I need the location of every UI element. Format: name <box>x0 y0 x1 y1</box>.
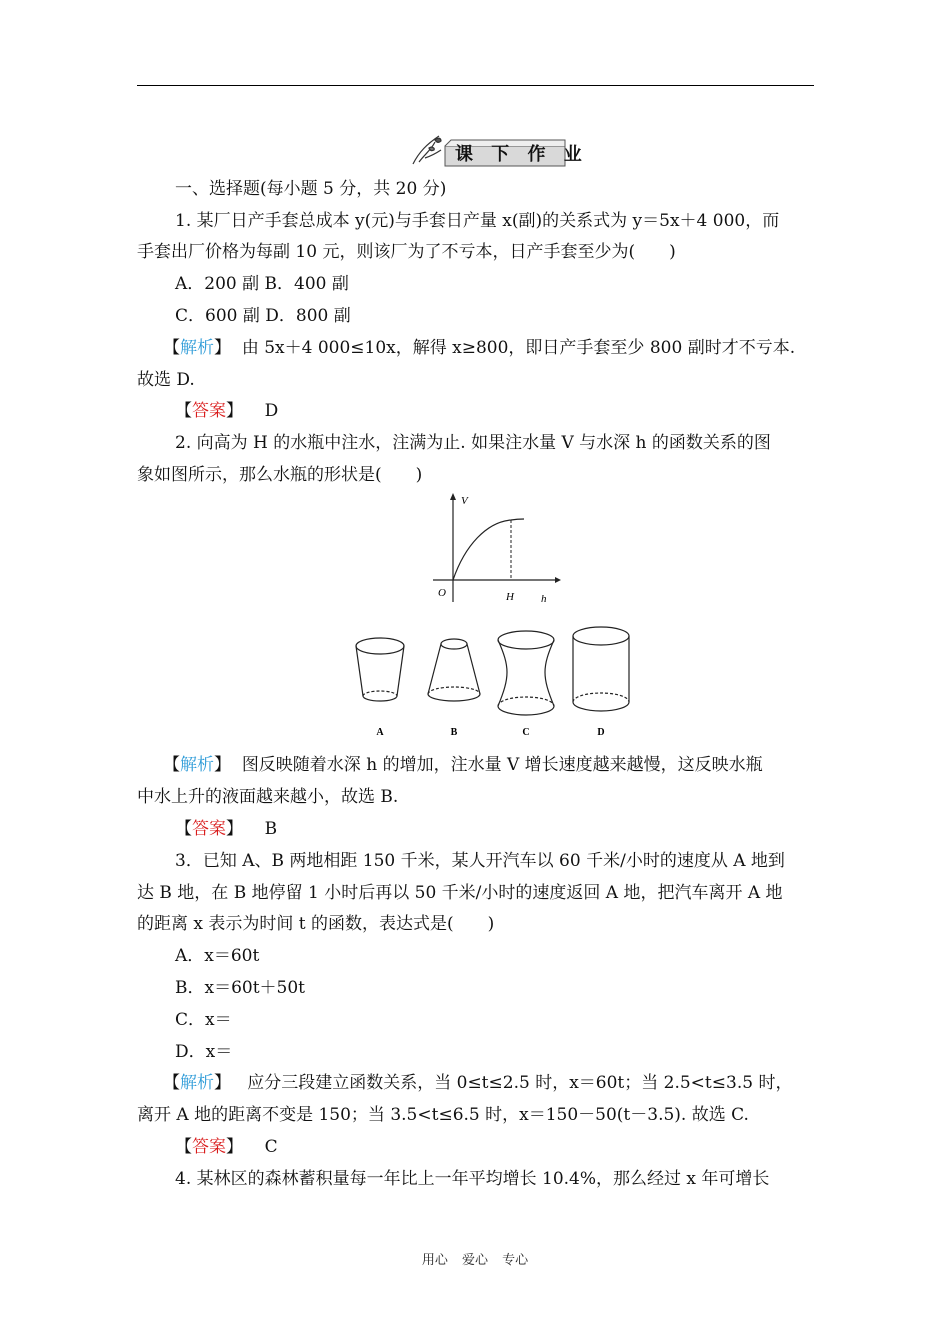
header-rule <box>137 85 814 86</box>
q3-answer <box>175 1136 278 1158</box>
q4-line1: 4. 某林区的森林蓄积量每一年比上一年平均增长 10.4%，那么经过 x 年可增长 <box>175 1169 770 1189</box>
orchid-icon <box>413 136 441 164</box>
h-axis-arrow <box>555 577 561 583</box>
q1-options-cd: C．600 副 D．800 副 <box>175 306 351 326</box>
section-title: 课 下 作 业 <box>455 144 588 165</box>
bottle-label-d: D <box>597 727 605 738</box>
section-heading: 一、选择题(每小题 5 分，共 20 分) <box>175 179 447 199</box>
q3-option-d: D．x＝ <box>175 1042 233 1062</box>
q2-answer-value: B <box>264 819 278 839</box>
bracket-close: 】 <box>226 1137 243 1157</box>
bracket-close: 】 <box>214 1073 231 1093</box>
q1-line1: 1. 某厂日产手套总成本 y(元)与手套日产量 x(副)的关系式为 y＝5x＋4 000，而 <box>175 211 780 231</box>
analysis-tag: 解析 <box>180 338 214 358</box>
bottle-options <box>350 622 635 740</box>
bottle-label-c: C <box>522 727 530 738</box>
h-axis-label: h <box>541 593 547 605</box>
q3-line3: 的距离 x 表示为时间 t 的函数，表达式是( ) <box>137 914 495 934</box>
q1-analysis-text: 由 5x＋4 000≤10x，解得 x≥800，即日产手套至少 800 副时才不亏本. <box>241 338 796 358</box>
analysis-tag: 解析 <box>180 1073 214 1093</box>
q3-option-b: B．x＝60t＋50t <box>175 978 306 998</box>
answer-tag: 答案 <box>192 819 226 839</box>
q1-line2: 手套出厂价格为每副 10 元，则该厂为了不亏本，日产手套至少为( ) <box>137 242 676 262</box>
bracket-open: 【 <box>163 338 180 358</box>
answer-tag: 答案 <box>192 1137 226 1157</box>
bottle-label-b: B <box>450 727 458 738</box>
q3-answer-value: C <box>264 1137 278 1157</box>
q3-analysis-text: 应分三段建立函数关系，当 0≤t≤2.5 时，x＝60t；当 2.5<t≤3.5 时， <box>247 1073 793 1093</box>
origin-label: O <box>438 587 446 599</box>
page-footer: 用心 爱心 专心 <box>421 1253 529 1268</box>
q1-answer-value: D <box>264 401 279 421</box>
q3-line2: 达 B 地，在 B 地停留 1 小时后再以 50 千米/小时的速度返回 A 地，把汽车离开 A 地 <box>137 883 783 903</box>
bottle-a <box>356 638 404 701</box>
q1-options-ab: A．200 副 B．400 副 <box>175 274 349 294</box>
q2-answer <box>175 818 277 840</box>
q1-analysis-cont: 故选 D. <box>137 370 195 390</box>
q2-line1: 2. 向高为 H 的水瓶中注水，注满为止. 如果注水量 V 与水深 h 的函数关系的图 <box>175 433 771 453</box>
analysis-tag: 解析 <box>180 755 214 775</box>
bottle-d <box>573 627 629 711</box>
v-axis-label: V <box>461 495 468 507</box>
q3-analysis-cont: 离开 A 地的距离不变是 150；当 3.5<t≤6.5 时，x＝150－50(t－3.5). 故选 C. <box>137 1105 749 1125</box>
h-mark-label: H <box>506 591 514 603</box>
q2-analysis-text: 图反映随着水深 h 的增加，注水量 V 增长速度越来越慢，这反映水瓶 <box>241 755 763 775</box>
bracket-close: 】 <box>214 338 231 358</box>
bracket-close: 】 <box>214 755 231 775</box>
q1-analysis <box>163 337 795 359</box>
bottle-c <box>498 631 554 715</box>
volume-depth-graph <box>425 490 565 610</box>
bracket-open: 【 <box>163 1073 180 1093</box>
q2-line2: 象如图所示，那么水瓶的形状是( ) <box>137 465 423 485</box>
q3-analysis <box>163 1072 792 1094</box>
v-axis-arrow <box>450 493 456 500</box>
bracket-close: 】 <box>226 401 243 421</box>
bottle-b <box>428 639 480 701</box>
q3-line1: 3．已知 A、B 两地相距 150 千米，某人开汽车以 60 千米/小时的速度从 A 地到 <box>175 851 785 871</box>
bottle-label-a: A <box>376 727 384 738</box>
q2-analysis <box>163 754 763 776</box>
bracket-open: 【 <box>163 755 180 775</box>
bracket-open: 【 <box>175 401 192 421</box>
q2-analysis-cont: 中水上升的液面越来越小，故选 B. <box>137 787 399 807</box>
answer-tag: 答案 <box>192 401 226 421</box>
q1-answer <box>175 400 278 422</box>
q3-option-c: C．x＝ <box>175 1010 232 1030</box>
q3-option-a: A．x＝60t <box>175 946 260 966</box>
bracket-open: 【 <box>175 819 192 839</box>
v-h-curve <box>453 519 524 580</box>
bracket-close: 】 <box>226 819 243 839</box>
bracket-open: 【 <box>175 1137 192 1157</box>
